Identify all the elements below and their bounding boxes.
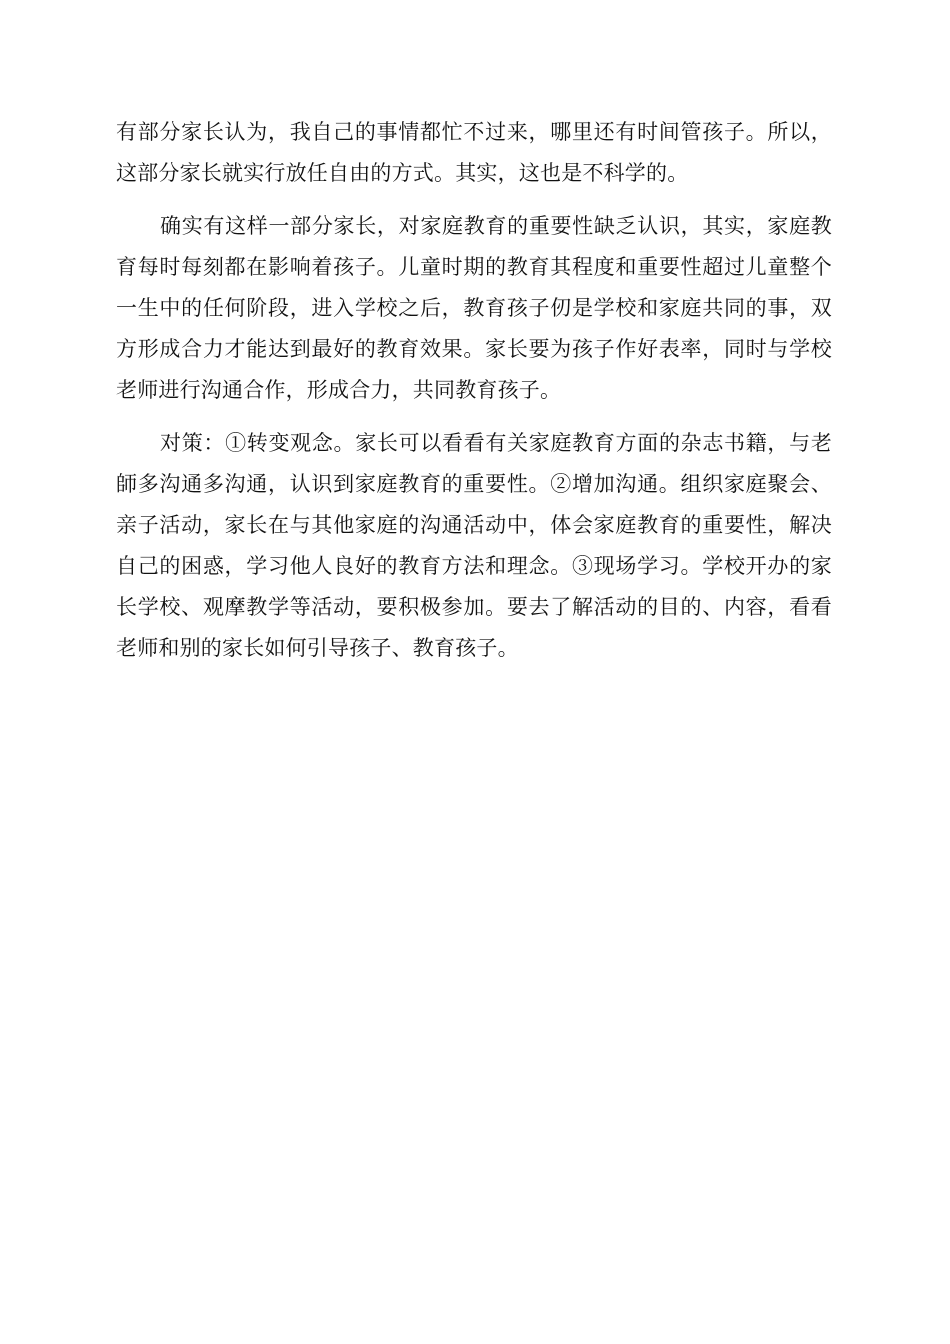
paragraph-2: 确实有这样一部分家长，对家庭教育的重要性缺乏认识，其实，家庭教育每时每刻都在影响着孩子。儿童时期的教育其程度和重要性超过儿童整个一生中的任何阶段，进入学校之后，教育孩子仞是学校和家庭共同的事，双方形成合力才能达到最好的教育效果。家长要为孩子作好表率，同时与学校老师进行沟通合作，形成合力，共同教育孩子。 [116,214,832,402]
paragraph-1: 有部分家长认为，我自己的事情都忙不过来，哪里还有时间管孩子。所以，这部分家长就实行放任自由的方式。其实，这也是不科学的。 [116,120,832,185]
paragraph-3: 对策：①转变观念。家长可以看看有关家庭教育方面的杂志书籍，与老師多沟通多沟通，认识到家庭教育的重要性。②增加沟通。组织家庭聚会、亲子活动，家长在与其他家庭的沟通活动中，体会家庭教育的重要性，解决自己的困惑，学习他人良好的教育方法和理念。③现场学习。学校开办的家长学校、观摩教学等活动，要积极参加。要去了解活动的目的、内容，看看老师和别的家长如何引导孩子、教育孩子。 [116,431,832,660]
document-body [116,112,832,669]
